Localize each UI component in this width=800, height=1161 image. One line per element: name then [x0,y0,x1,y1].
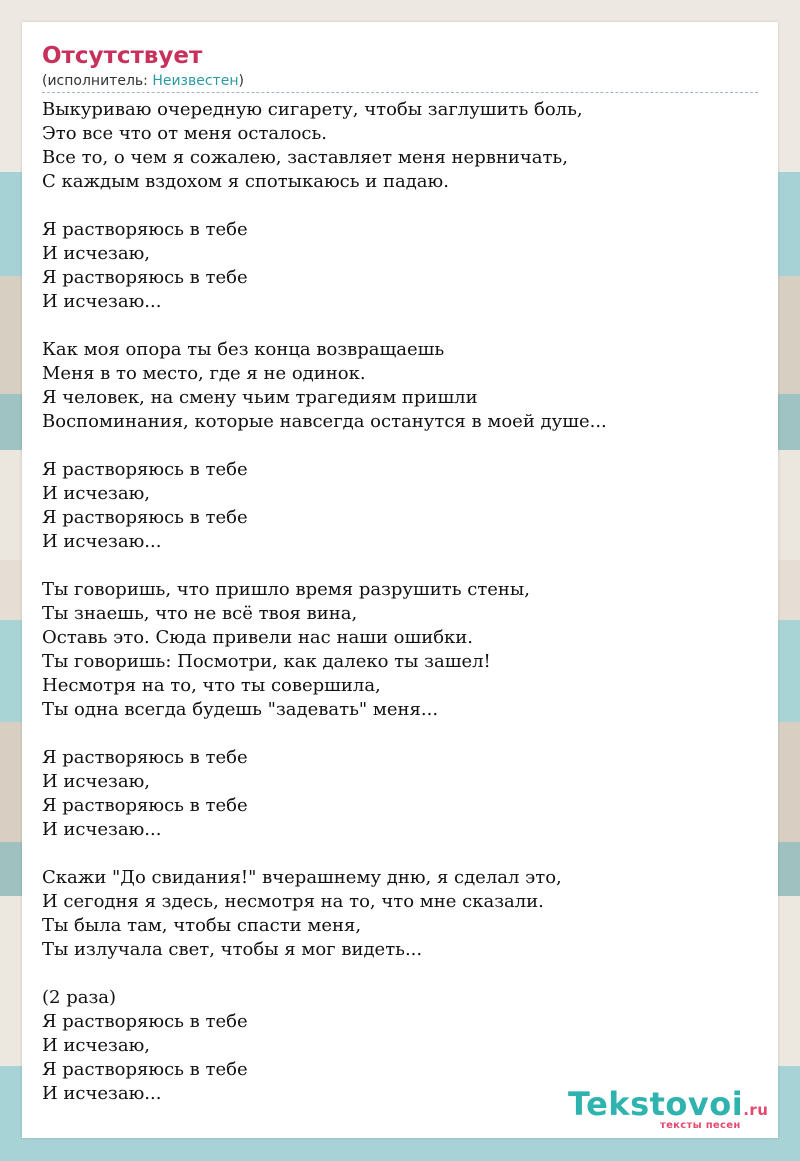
logo-domain: .ru [743,1101,769,1119]
artist-line [42,72,758,93]
lyric-line: Я растворяюсь в тебе [42,1011,248,1032]
lyric-line: И исчезаю... [42,291,162,312]
lyric-line: Воспоминания, которые навсегда останутся в моей душе... [42,411,607,432]
lyric-line: Ты знаешь, что не всё твоя вина, [42,603,358,624]
lyric-line: Ты говоришь, что пришло время разрушить стены, [42,579,530,600]
logo-tagline: тексты песен [660,1120,741,1131]
stanza-break [42,434,758,458]
lyric-line: Я растворяюсь в тебе [42,459,248,480]
song-title: Отсутствует [42,43,203,69]
lyric-line: Я растворяюсь в тебе [42,747,248,768]
lyric-line: И исчезаю, [42,1035,150,1056]
lyric-line: И исчезаю... [42,1083,162,1104]
lyrics-card [22,22,778,1138]
lyric-line: Я растворяюсь в тебе [42,1059,248,1080]
song-header [42,42,758,93]
artist-link[interactable]: Неизвестен [152,73,239,89]
lyric-line: Оставь это. Сюда привели нас наши ошибки. [42,627,474,648]
artist-suffix: ) [238,73,244,89]
lyric-line: Я растворяюсь в тебе [42,507,248,528]
lyric-line: Выкуриваю очередную сигарету, чтобы заглушить боль, [42,99,583,120]
stanza-break [42,554,758,578]
lyric-line: Как моя опора ты без конца возвращаешь [42,339,445,360]
lyric-line: Я растворяюсь в тебе [42,219,248,240]
lyric-line: Несмотря на то, что ты совершила, [42,675,381,696]
lyric-line: Это все что от меня осталось. [42,123,328,144]
lyric-line: И исчезаю, [42,243,150,264]
lyric-line: Я человек, на смену чьим трагедиям пришли [42,387,478,408]
stanza-break [42,962,758,986]
artist-prefix: (исполнитель: [42,73,153,89]
lyric-line: Все то, о чем я сожалею, заставляет меня нервничать, [42,147,568,168]
stanza-break [42,722,758,746]
lyric-line: И исчезаю... [42,819,162,840]
lyric-line: И исчезаю, [42,771,150,792]
lyric-line: И сегодня я здесь, несмотря на то, что мне сказали. [42,891,544,912]
lyric-line: И исчезаю, [42,483,150,504]
lyric-line: Ты говоришь: Посмотри, как далеко ты зашел! [42,651,491,672]
stanza-break [42,194,758,218]
lyric-line: Меня в то место, где я не одинок. [42,363,366,384]
lyric-line: С каждым вздохом я спотыкаюсь и падаю. [42,171,449,192]
lyric-line: Ты была там, чтобы спасти меня, [42,915,362,936]
lyric-line: Скажи "До свидания!" вчерашнему дню, я сделал это, [42,867,562,888]
stanza-break [42,842,758,866]
lyric-line: Ты одна всегда будешь "задевать" меня... [42,699,439,720]
tekstovoi-logo[interactable] [568,1086,778,1136]
stanza-break [42,314,758,338]
lyric-line: Ты излучала свет, чтобы я мог видеть... [42,939,423,960]
lyrics-body [42,98,758,1106]
lyric-line: Я растворяюсь в тебе [42,795,248,816]
lyric-line: И исчезаю... [42,531,162,552]
lyric-line: Я растворяюсь в тебе [42,267,248,288]
lyric-line: (2 раза) [42,987,117,1008]
logo-name: Tekstovoi [568,1085,744,1123]
